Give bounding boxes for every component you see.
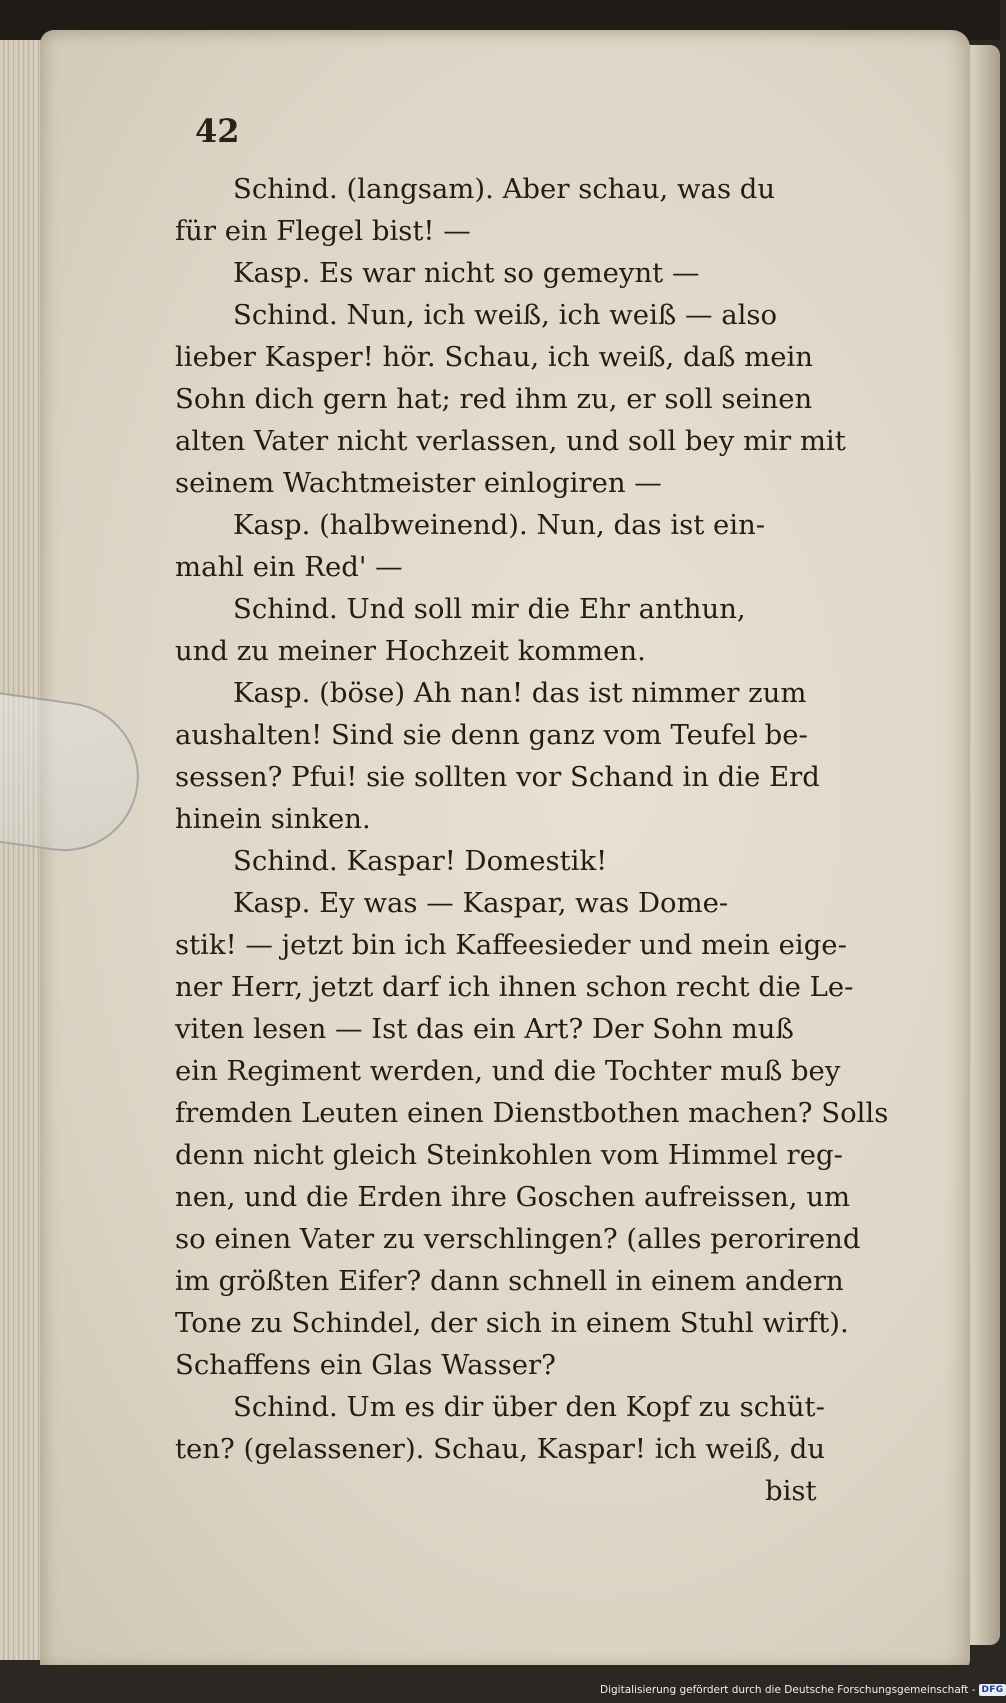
text-line: ein Regiment werden, und die Tochter muß bey xyxy=(175,1055,841,1087)
page-text-block xyxy=(175,168,895,1512)
text-line: so einen Vater zu verschlingen? (alles perorirend xyxy=(175,1223,861,1255)
text-line: alten Vater nicht verlassen, und soll bey mir mit xyxy=(175,425,846,457)
text-line: hinein sinken. xyxy=(175,803,371,835)
text-line: sessen? Pfui! sie sollten vor Schand in die Erd xyxy=(175,761,820,793)
text-line: Tone zu Schindel, der sich in einem Stuhl wirft). xyxy=(175,1307,849,1339)
text-line: aushalten! Sind sie denn ganz vom Teufel be- xyxy=(175,719,808,751)
text-line: lieber Kasper! hör. Schau, ich weiß, daß mein xyxy=(175,341,813,373)
text-line: bist xyxy=(765,1475,817,1507)
page-number: 42 xyxy=(195,112,240,150)
text-line: fremden Leuten einen Dienstbothen machen? Solls xyxy=(175,1097,889,1129)
text-line: stik! — jetzt bin ich Kaffeesieder und mein eige- xyxy=(175,929,847,961)
digitization-credit xyxy=(600,1684,1004,1696)
dfg-logo: DFG xyxy=(979,1684,1006,1696)
text-line: ner Herr, jetzt darf ich ihnen schon recht die Le- xyxy=(175,971,854,1003)
text-line: Schind. (langsam). Aber schau, was du xyxy=(233,173,776,205)
text-line: mahl ein Red' — xyxy=(175,551,403,583)
text-line: seinem Wachtmeister einlogiren — xyxy=(175,467,662,499)
text-line: ten? (gelassener). Schau, Kaspar! ich weiß, du xyxy=(175,1433,826,1465)
text-line: Sohn dich gern hat; red ihm zu, er soll seinen xyxy=(175,383,813,415)
text-line: Schind. Um es dir über den Kopf zu schüt- xyxy=(233,1391,825,1423)
text-line: Kasp. (böse) Ah nan! das ist nimmer zum xyxy=(233,677,807,709)
text-line: Schind. Und soll mir die Ehr anthun, xyxy=(233,593,746,625)
text-line: Schind. Nun, ich weiß, ich weiß — also xyxy=(233,299,778,331)
text-line: nen, und die Erden ihre Goschen aufreissen, um xyxy=(175,1181,851,1213)
text-line: Kasp. Ey was — Kaspar, was Dome- xyxy=(233,887,729,919)
text-line: Schaffens ein Glas Wasser? xyxy=(175,1349,556,1381)
text-line: Schind. Kaspar! Domestik! xyxy=(233,845,608,877)
text-line: Kasp. (halbweinend). Nun, das ist ein- xyxy=(233,509,766,541)
text-line: viten lesen — Ist das ein Art? Der Sohn muß xyxy=(175,1013,794,1045)
text-line: für ein Flegel bist! — xyxy=(175,215,471,247)
text-line: im größten Eifer? dann schnell in einem andern xyxy=(175,1265,844,1297)
text-line: und zu meiner Hochzeit kommen. xyxy=(175,635,646,667)
text-line: denn nicht gleich Steinkohlen vom Himmel reg- xyxy=(175,1139,843,1171)
credit-text: Digitalisierung gefördert durch die Deutsche Forschungsgemeinschaft - xyxy=(600,1684,976,1696)
text-line: Kasp. Es war nicht so gemeynt — xyxy=(233,257,700,289)
